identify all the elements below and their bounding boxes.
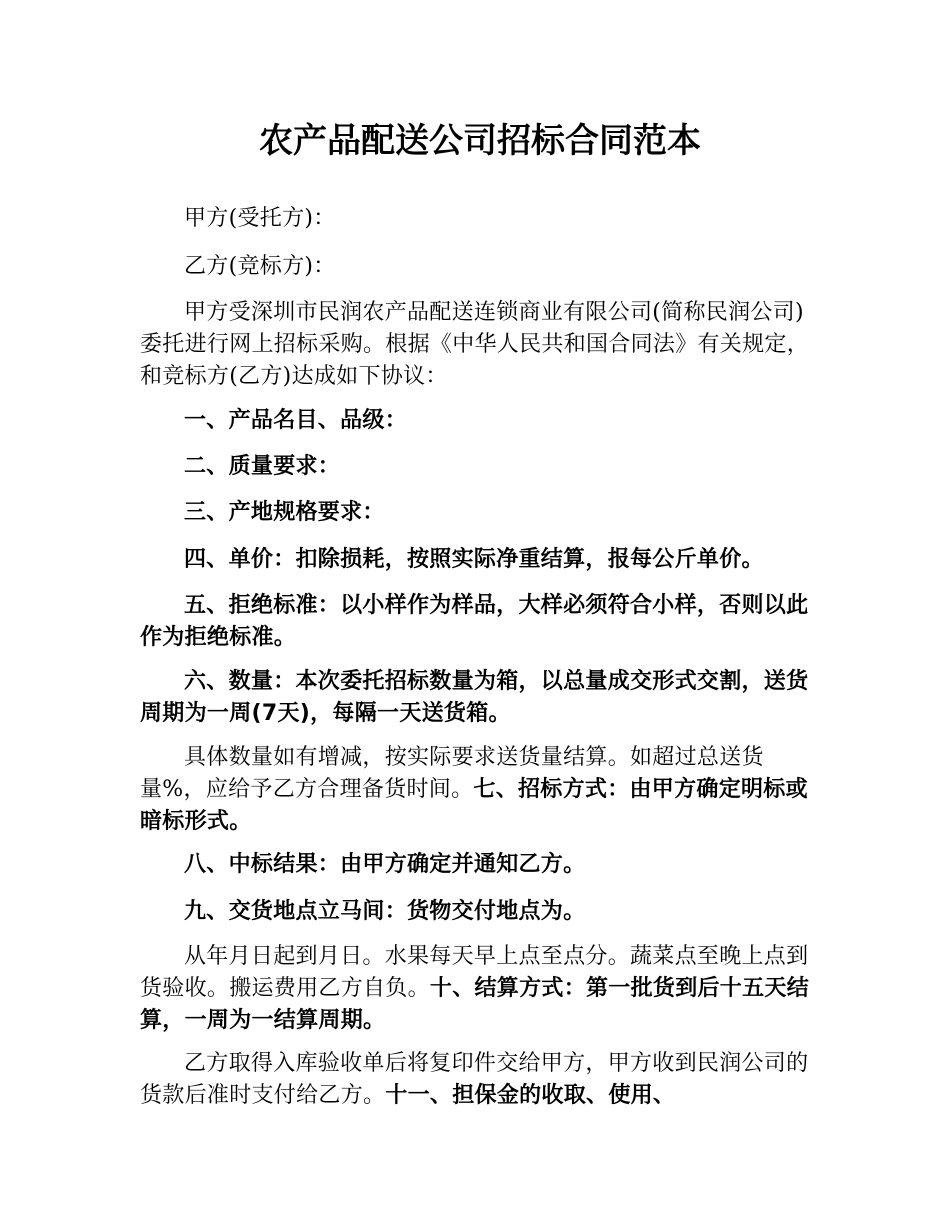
payment-paragraph — [140, 1048, 820, 1112]
section-1-heading: 一、产品名目、品级： — [184, 408, 408, 433]
quantity-paragraph — [140, 742, 820, 838]
section-4-heading: 四、单价：扣除损耗，按照实际净重结算，报每公斤单价。 — [184, 547, 764, 572]
section-5-paragraph: 五、拒绝标准：以小样作为样品，大样必须符合小样，否则以此作为拒绝标准。 — [140, 593, 809, 650]
payment-text: 乙方取得入库验收单后将复印件交给甲方，甲方收到民润公司的货款后准时支付给乙方。 — [140, 1051, 809, 1108]
section-9-heading: 九、交货地点立马间：货物交付地点为。 — [184, 899, 586, 924]
section-8-heading: 八、中标结果：由甲方确定并通知乙方。 — [184, 852, 586, 877]
document-title: 农产品配送公司招标合同范本 — [259, 121, 701, 161]
section-7-heading: 七、招标方式：由甲方确定明标或暗标形式。 — [140, 777, 808, 834]
intro-paragraph: 甲方受深圳市民润农产品配送连锁商业有限公司(简称民润公司)委托进行网上招标采购。根据《中华人民共和国合同法》有关规定，和竞标方(乙方)达成如下协议： — [140, 300, 810, 389]
section-11-heading: 十一、担保金的收取、使用、 — [385, 1083, 676, 1108]
section-6-paragraph: 六、数量：本次委托招标数量为箱，以总量成交形式交割，送货周期为一周(7天)，每隔一天送货箱。 — [140, 669, 809, 726]
section-10-heading: 十、结算方式：第一批货到后十五天结算，一周为一结算周期。 — [140, 976, 810, 1033]
section-2-heading: 二、质量要求： — [184, 454, 341, 479]
party-b-line: 乙方(竞标方)： — [184, 254, 336, 279]
delivery-text: 从年月日起到月日。水果每天早上点至点分。蔬菜点至晚上点到货验收。搬运费用乙方自负。 — [140, 944, 809, 1001]
quantity-text: 具体数量如有增减，按实际要求送货量结算。如超过总送货量%，应给予乙方合理备货时间。 — [140, 745, 764, 802]
party-a-line: 甲方(受托方)： — [184, 206, 336, 231]
section-3-heading: 三、产地规格要求： — [184, 500, 385, 525]
delivery-paragraph — [140, 941, 820, 1037]
